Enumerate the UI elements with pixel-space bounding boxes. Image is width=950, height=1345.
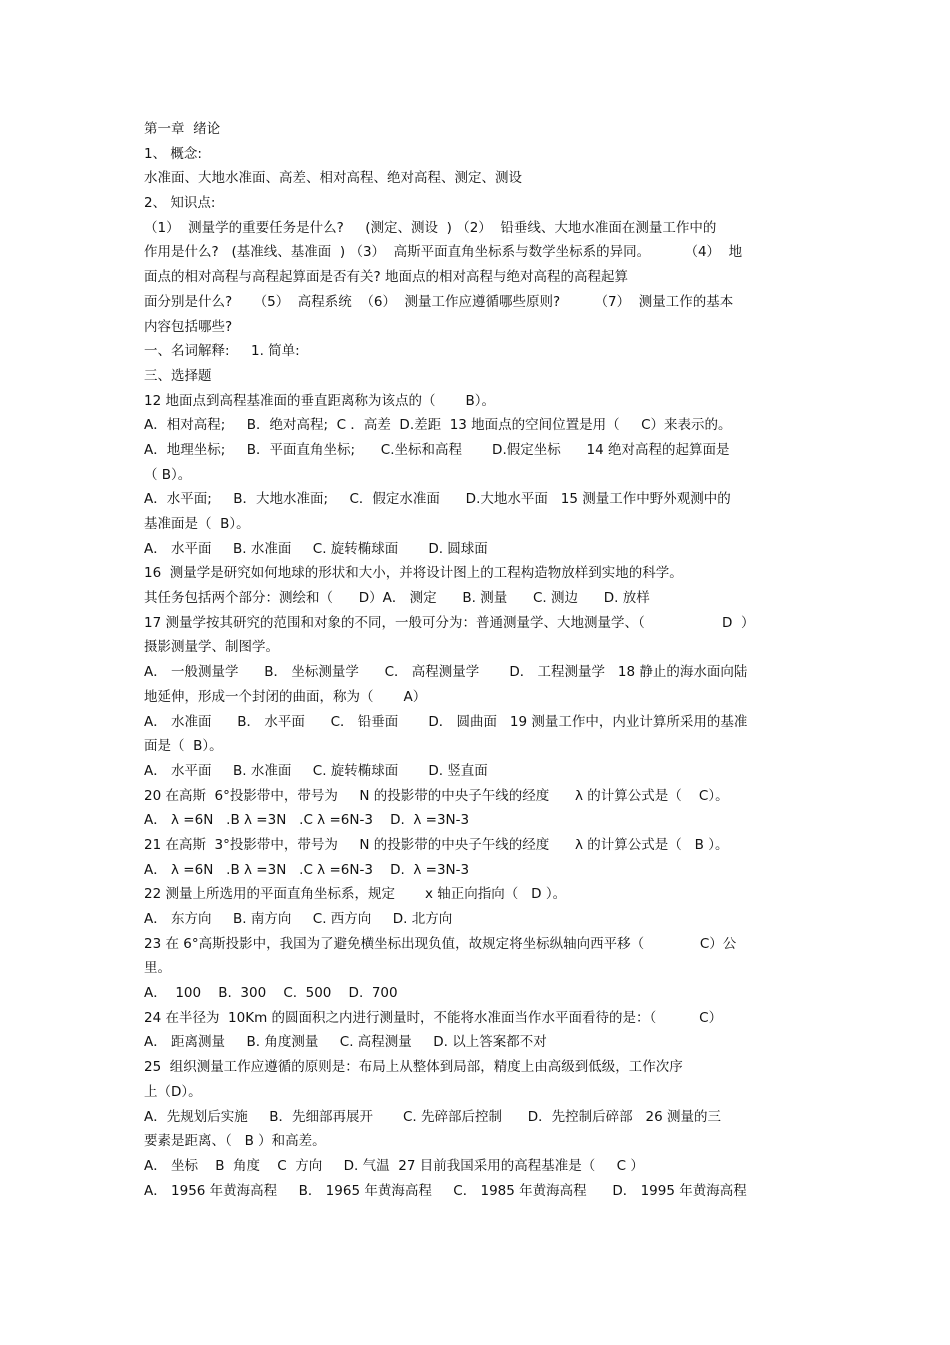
text-line: 基准面是（ B）。 [144,516,250,532]
options-line: A． 东方向 B. 南方向 C. 西方向 D. 北方向 [144,911,453,927]
options-line: A．水平面; B．大地水准面; C．假定水准面 D.大地水平面 15 测量工作中野外观测中的 [144,491,731,508]
options-line: A． λ =6N .B λ =3N .C λ =6N-3 D. λ =3N-3 [144,861,470,878]
question-line: 23 在 6°高斯投影中，我国为了避免横坐标出现负值，故规定将坐标纵轴向西平移（ C）公 [144,935,737,952]
text-line: 水准面、大地水准面、高差、相对高程、绝对高程、测定、测设 [144,170,522,187]
options-line: A．先规划后实施 B．先细部再展开 C. 先碎部后控制 D．先控制后碎部 26 测量的三 [144,1108,721,1125]
question-line: 16 测量学是研究如何地球的形状和大小，并将设计图上的工程构造物放样到实地的科学。 [144,565,683,582]
text-line: 面分别是什么? （5） 高程系统 （6） 测量工作应遵循哪些原则? （7） 测量工作的基本 [144,293,734,310]
text-line: 里。 [144,960,171,977]
text-line: 2、 知识点: [144,195,216,212]
question-line: 24 在半径为 10Km 的圆面积之内进行测量时，不能将水准面当作水平面看待的是：（ C） [144,1009,723,1026]
text-line: 上（D）。 [144,1083,202,1100]
options-line: A． 一般测量学 B． 坐标测量学 C． 高程测量学 D． 工程测量学 18 静止的海水面向陆 [144,664,748,681]
options-line: A． 100 B. 300 C. 500 D. 700 [144,985,398,1002]
text-line: 面是（ B）。 [144,738,223,755]
question-line: 17 测量学按其研究的范围和对象的不同，一般可分为：普通测量学、大地测量学、（ D ） [144,614,755,631]
text-line: 内容包括哪些? [144,318,233,335]
question-line: 20 在高斯 6°投影带中，带号为 N 的投影带的中央子午线的经度 λ 的计算公式是（ C）。 [144,787,729,804]
question-line: 22 测量上所选用的平面直角坐标系，规定 x 轴正向指向（ D ）。 [144,886,567,903]
text-line: 摄影测量学、制图学。 [144,639,279,656]
question-line: 25 组织测量工作应遵循的原则是：布局上从整体到局部，精度上由高级到低级，工作次序 [144,1059,683,1076]
section-heading: 一、名词解释: 1. 简单: [144,343,300,360]
text-line: 面点的相对高程与高程起算面是否有关? 地面点的相对高程与绝对高程的高程起算 [144,269,628,286]
options-line: A． 1956 年黄海高程 B． 1965 年黄海高程 C． 1985 年黄海高程 D． 1995 年黄海高程 [144,1182,747,1199]
text-line: （1） 测量学的重要任务是什么? (测定、测设 ) （2） 铅垂线、大地水准面在测量工作中的 [144,219,717,236]
text-line: 作用是什么? (基准线、基准面 ) （3） 高斯平面直角坐标系与数学坐标系的异同。 （4） 地 [144,244,743,261]
chapter-title: 第一章 绪论 [144,121,221,137]
text-line: （ B）。 [144,466,192,483]
question-line: 12 地面点到高程基准面的垂直距离称为该点的（ B）。 [144,392,496,409]
question-line: 21 在高斯 3°投影带中，带号为 N 的投影带的中央子午线的经度 λ 的计算公式是（ B ）。 [144,836,729,853]
options-line: A． 水准面 B． 水平面 C． 铅垂面 D． 圆曲面 19 测量工作中，内业计算所采用的基准 [144,713,748,730]
options-line: A． 距离测量 B. 角度测量 C. 高程测量 D. 以上答案都不对 [144,1034,547,1051]
options-line: A． 坐标 B 角度 C 方向 D. 气温 27 目前我国采用的高程基准是（ C ） [144,1157,644,1174]
text-line: 要素是距离、（ B ）和高差。 [144,1133,326,1150]
options-line: A．相对高程; B．绝对高程; C ．高差 D.差距 13 地面点的空间位置是用（ C）来表示的。 [144,417,732,434]
section-heading: 三、选择题 [144,367,212,384]
options-line: A． λ =6N .B λ =3N .C λ =6N-3 D. λ =3N-3 [144,812,470,829]
text-line: 1、 概念: [144,145,202,162]
document-body [144,117,814,1203]
options-line: A． 水平面 B. 水准面 C. 旋转椭球面 D. 竖直面 [144,762,488,779]
text-line: 地延伸，形成一个封闭的曲面，称为（ A） [144,688,427,705]
options-line: A．地理坐标; B．平面直角坐标; C.坐标和高程 D.假定坐标 14 绝对高程的起算面是 [144,441,730,458]
options-line: A． 水平面 B. 水准面 C. 旋转椭球面 D. 圆球面 [144,540,488,557]
question-line: 其任务包括两个部分：测绘和（ D）A． 测定 B. 测量 C. 测边 D. 放样 [144,590,650,607]
